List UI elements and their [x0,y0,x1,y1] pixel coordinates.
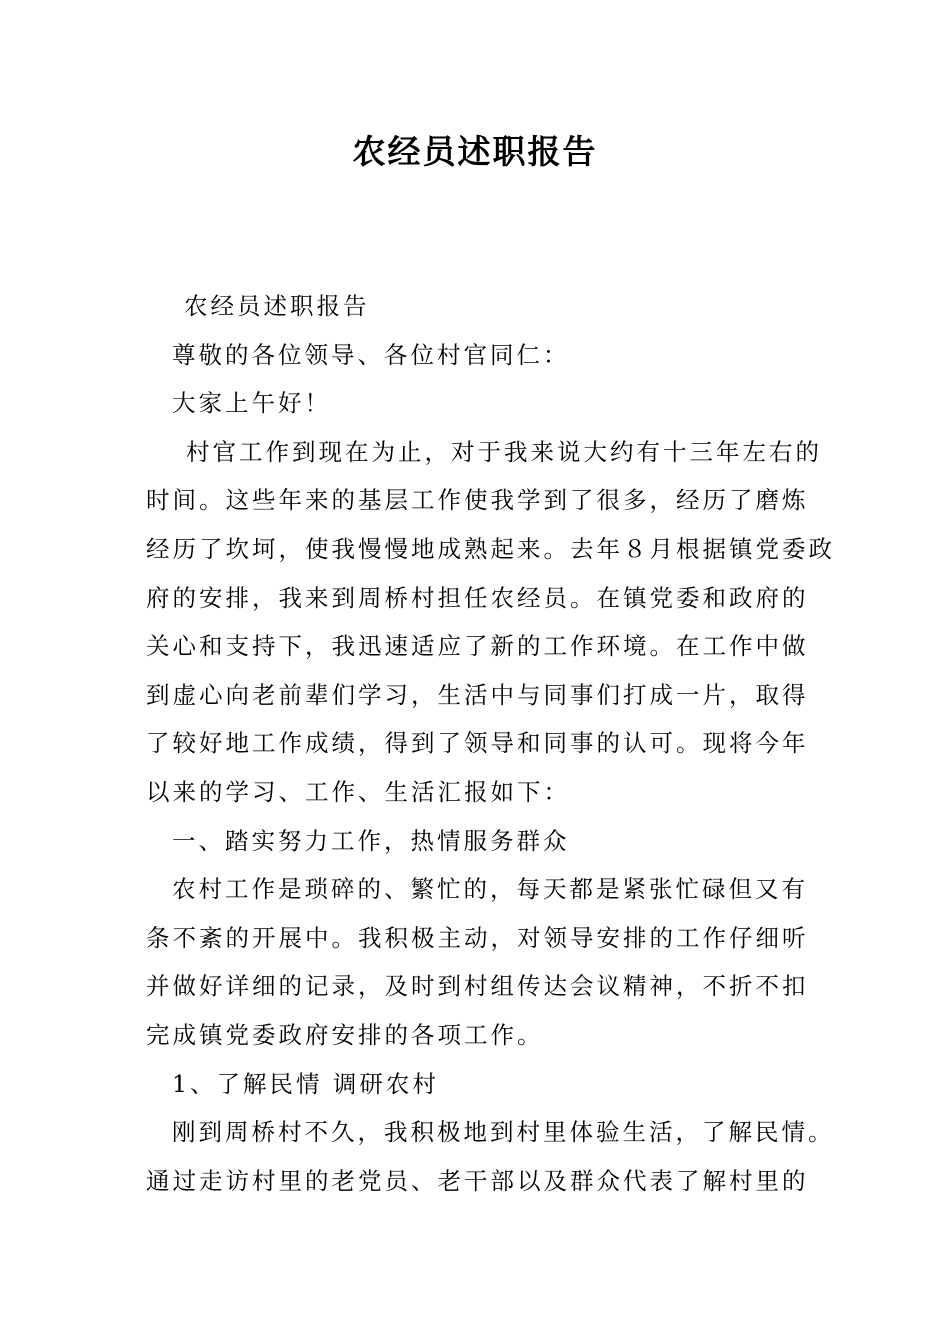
document-title: 农经员述职报告 [352,132,598,171]
text-line: 并做好详细的记录，及时到村组传达会议精神，不折不扣 [146,972,809,1001]
greeting: 大家上午好！ [172,389,331,418]
text-line: 通过走访村里的老党员、老干部以及群众代表了解村里的 [146,1166,809,1195]
section-heading: 一、踏实努力工作，热情服务群众 [172,826,570,855]
text-line: 时间。这些年来的基层工作使我学到了很多，经历了磨炼 [146,486,809,515]
text-line: 府的安排，我来到周桥村担任农经员。在镇党委和政府的 [146,583,809,612]
paragraph-heading: 农经员述职报告 [184,292,370,320]
text-line: 经历了坎坷，使我慢慢地成熟起来。去年８月根据镇党委政 [146,534,835,563]
text-line: 农村工作是琐碎的、繁忙的，每天都是紧张忙碌但又有 [172,875,808,904]
text-line: 完成镇党委政府安排的各项工作。 [146,1020,544,1049]
text-line: 条不紊的开展中。我积极主动，对领导安排的工作仔细听 [146,923,809,952]
text-line: 以来的学习、工作、生活汇报如下： [146,777,570,806]
text-line: 到虚心向老前辈们学习，生活中与同事们打成一片，取得 [146,680,809,709]
document-body [146,282,835,1205]
subsection-heading: 1、了解民情 调研农村 [172,1069,439,1098]
text-line: 关心和支持下，我迅速适应了新的工作环境。在工作中做 [146,632,809,661]
text-line: 村官工作到现在为止，对于我来说大约有十三年左右的 [186,437,822,466]
salutation: 尊敬的各位领导、各位村官同仁： [172,340,570,369]
text-line: 了较好地工作成绩，得到了领导和同事的认可。现将今年 [146,729,809,758]
text-line: 刚到周桥村不久，我积极地到村里体验生活，了解民情。 [172,1118,835,1147]
